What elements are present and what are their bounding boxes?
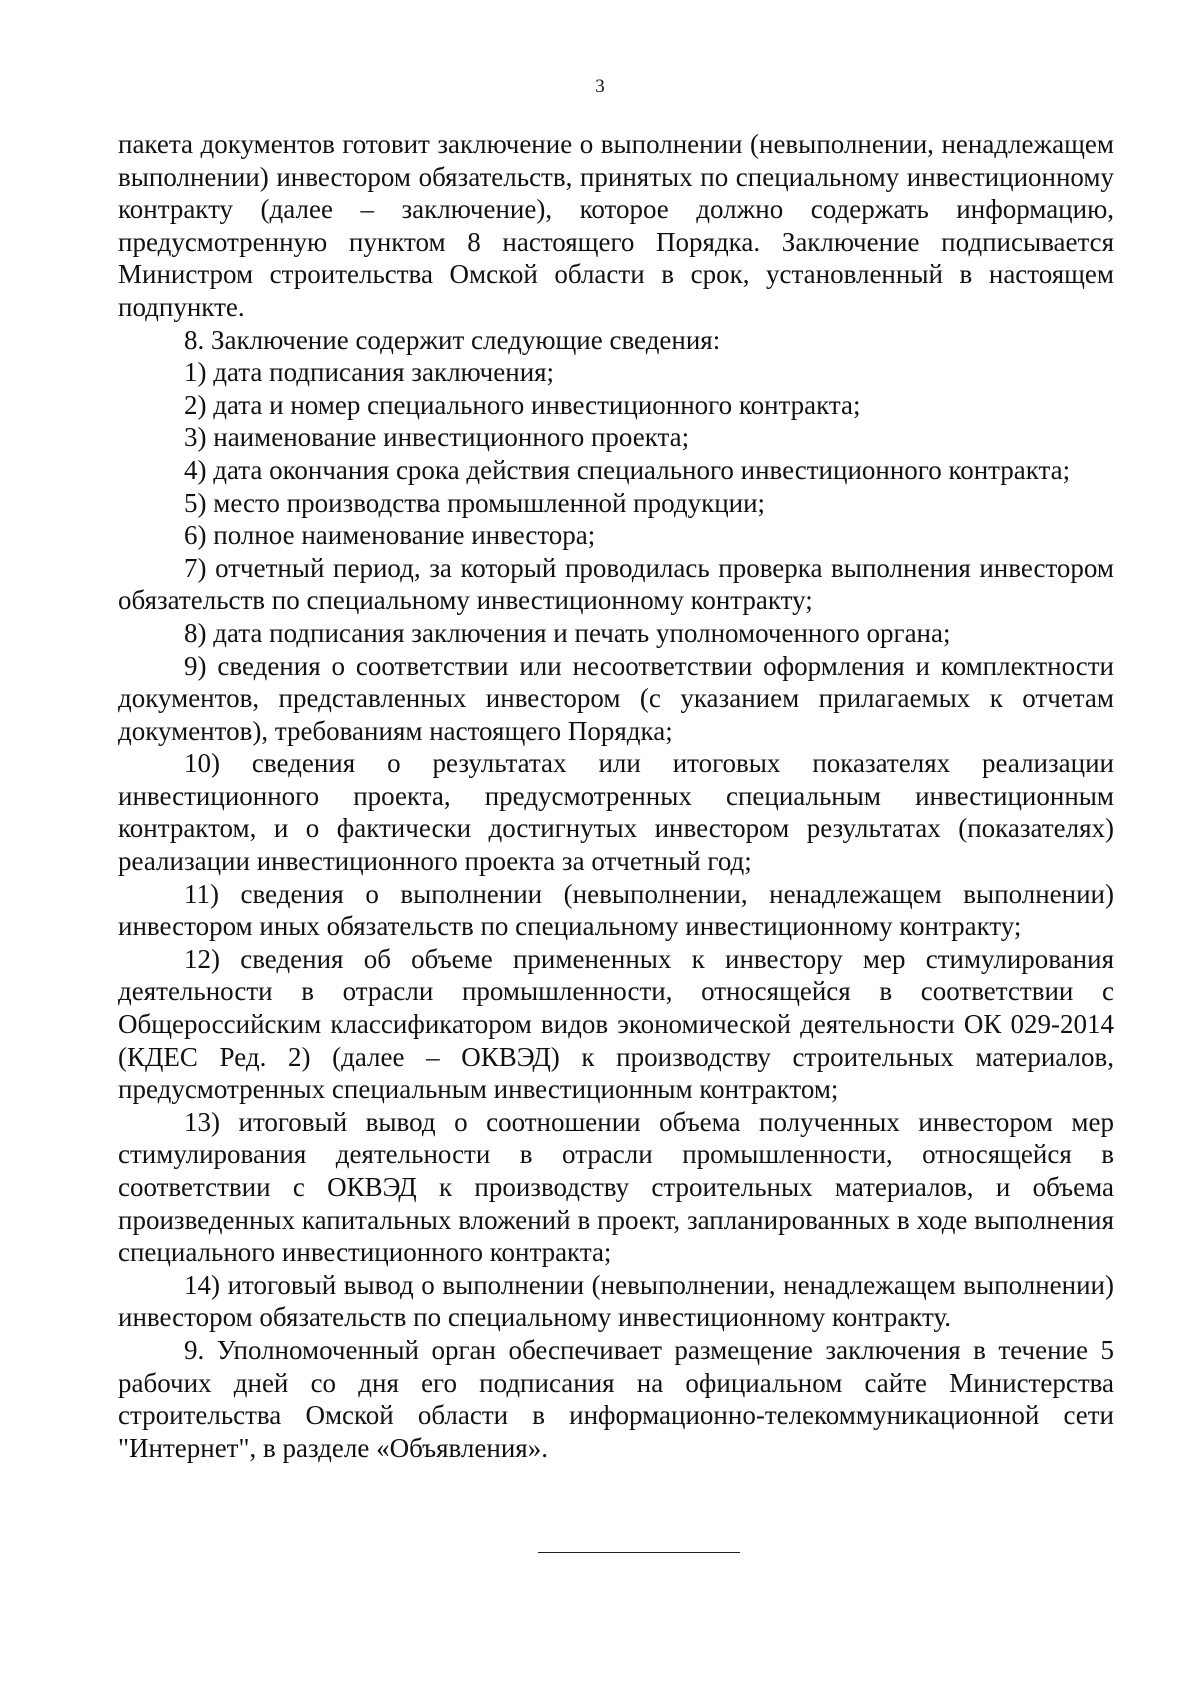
page-number: 3 (595, 76, 605, 97)
list-item-6: 6) полное наименование инвестора; (184, 520, 596, 551)
list-item-11: 11) сведения о выполнении (невыполнении, ненадлежащем выполнении) инвестором иных обязательств по специальному инвестиционному контракту; (118, 878, 1114, 942)
list-item-9: 9) сведения о соответствии или несоответствии оформления и комплектности документов, представленных инвестором (с указанием прилагаемых к отчетам документов), требованиям настоящего Порядка; (118, 650, 1114, 746)
document-body (118, 128, 1114, 1464)
list-item-3: 3) наименование инвестиционного проекта; (184, 422, 690, 453)
list-item-1: 1) дата подписания заключения; (184, 357, 555, 388)
list-item-8: 8) дата подписания заключения и печать уполномоченного органа; (184, 617, 951, 648)
paragraph-item-8-heading: 8. Заключение содержит следующие сведения: (184, 324, 721, 355)
list-item-10: 10) сведения о результатах или итоговых показателях реализации инвестиционного проекта, предусмотренных специальным инвестиционным контрактом, и о фактически достигнутых инвестором результатах (показателях) реализации инвестиционного проекта за отчетный год; (118, 748, 1114, 877)
paragraph-continuation: пакета документов готовит заключение о выполнении (невыполнении, ненадлежащем выполнении) инвестором обязательств, принятых по специальному инвестиционному контракту (далее – заключение), которое должно содержать информацию, предусмотренную пунктом 8 настоящего Порядка. Заключение подписывается Министром строительства Омской области в срок, установленный в настоящем подпункте. (118, 129, 1114, 322)
list-item-2: 2) дата и номер специального инвестиционного контракта; (184, 389, 861, 420)
list-item-12: 12) сведения об объеме примененных к инвестору мер стимулирования деятельности в отрасли промышленности, относящейся в соответствии с Общероссийским классификатором видов экономической деятельности ОК 029-2014 (КДЕС Ред. 2) (далее – ОКВЭД) к производству строительных материалов, предусмотренных специальным инвестиционным контрактом; (118, 943, 1114, 1105)
list-item-5: 5) место производства промышленной продукции; (184, 487, 766, 518)
paragraph-item-9: 9. Уполномоченный орган обеспечивает размещение заключения в течение 5 рабочих дней со дня его подписания на официальном сайте Министерства строительства Омской области в информационно-телекоммуникационной сети "Интернет", в разделе «Объявления». (118, 1334, 1114, 1463)
end-of-document-rule (538, 1552, 740, 1553)
list-item-4: 4) дата окончания срока действия специального инвестиционного контракта; (184, 454, 1071, 485)
list-item-14: 14) итоговый вывод о выполнении (невыполнении, ненадлежащем выполнении) инвестором обязательств по специальному инвестиционному контракту. (118, 1269, 1114, 1333)
list-item-13: 13) итоговый вывод о соотношении объема полученных инвестором мер стимулирования деятельности в отрасли промышленности, относящейся в соответствии с ОКВЭД к производству строительных материалов, и объема произведенных капитальных вложений в проект, запланированных в ходе выполнения специального инвестиционного контракта; (118, 1106, 1114, 1268)
list-item-7: 7) отчетный период, за который проводилась проверка выполнения инвестором обязательств по специальному инвестиционному контракту; (118, 552, 1114, 616)
